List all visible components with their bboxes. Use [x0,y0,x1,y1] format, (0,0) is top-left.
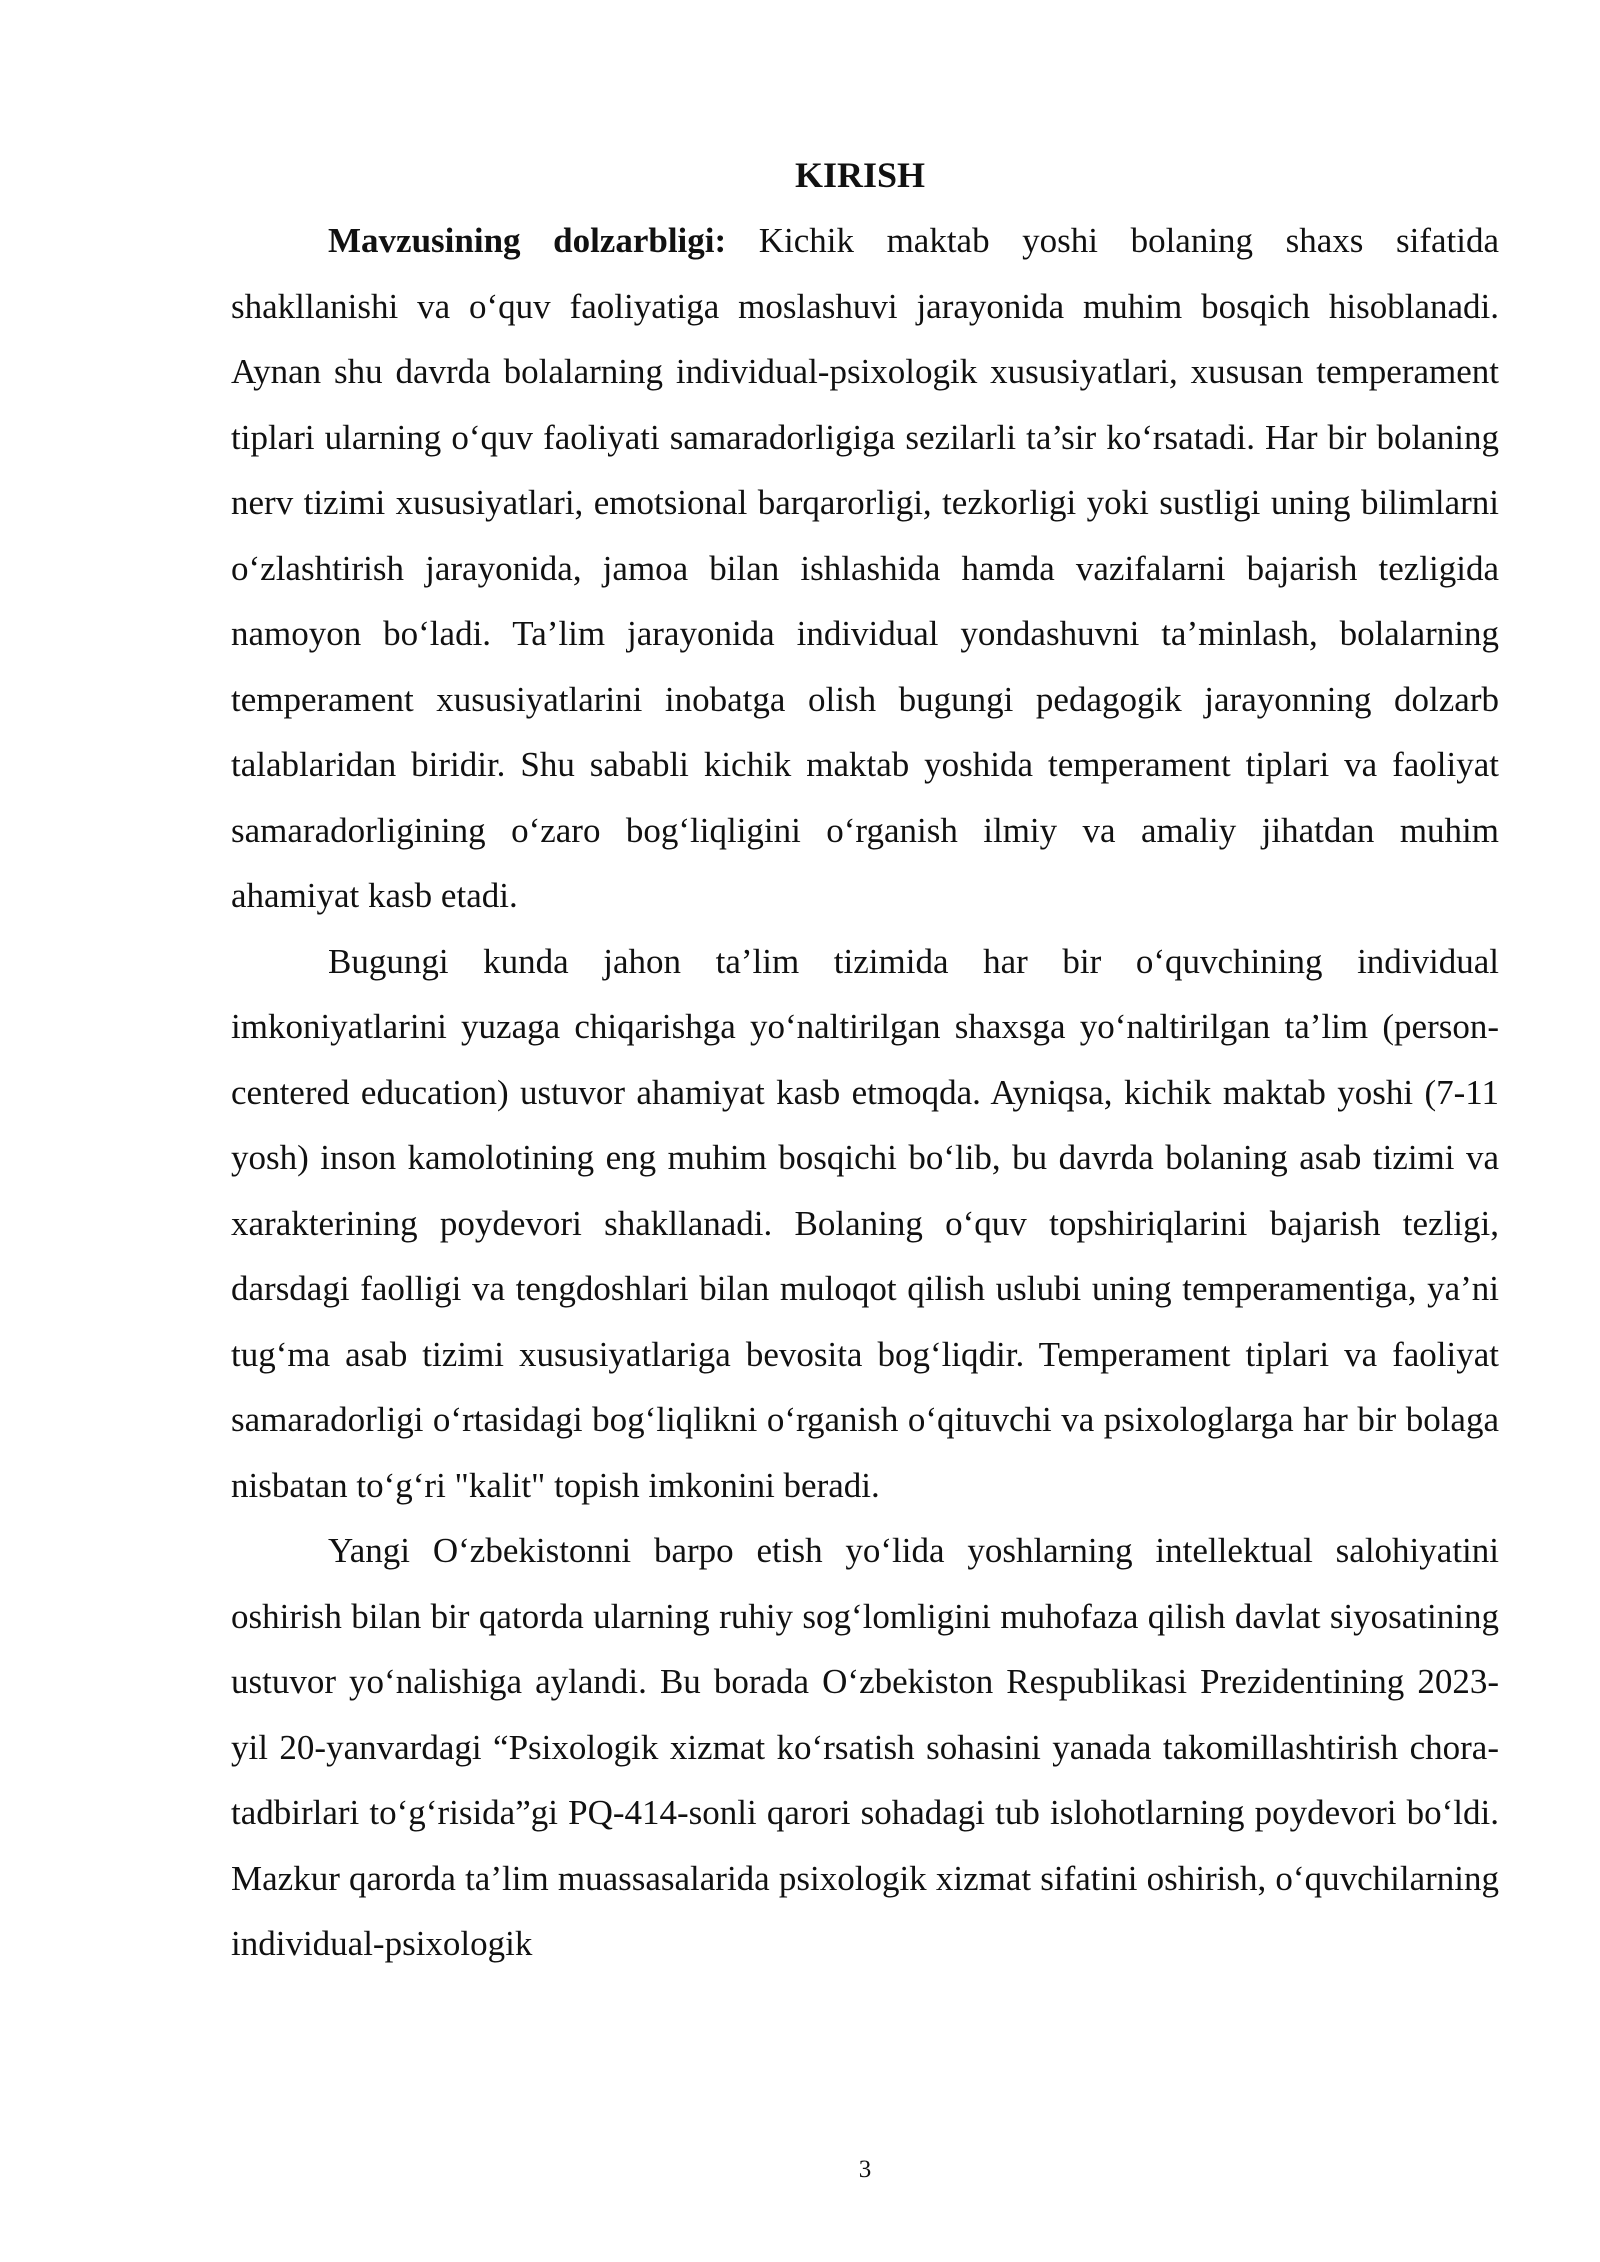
paragraph-world-education [231,929,1499,1519]
paragraph-text: Bugungi kunda jahon ta’lim tizimida har bir o‘quvchining individual imkoniyatlarini yuzaga chiqarishga yo‘naltirilgan shaxsga yo‘naltirilgan ta’lim (person-centered education) ustuvor ahamiyat kasb etmoqda. Ayniqsa, kichik maktab yoshi (7-11 yosh) inson kamolotining eng muhim bosqichi bo‘lib, bu davrda bolaning asab tizimi va xarakterining poydevori shakllanadi. Bolaning o‘quv topshiriqlarini bajarish tezligi, darsdagi faolligi va tengdoshlari bilan muloqot qilish uslubi uning temperamentiga, ya’ni tug‘ma asab tizimi xususiyatlariga bevosita bog‘liqdir. Temperament tiplari va faoliyat samaradorligi o‘rtasidagi bog‘liqlikni o‘rganish o‘qituvchi va psixologlarga har bir bolaga nisbatan to‘g‘ri "kalit" topish imkonini beradi. [231,941,1499,1505]
page-number: 3 [858,2156,872,2183]
paragraph-relevance [231,208,1499,929]
paragraph-text: Yangi O‘zbekistonni barpo etish yo‘lida yoshlarning intellektual salohiyatini oshirish bilan bir qatorda ularning ruhiy sog‘lomligini muhofaza qilish davlat siyosatining ustuvor yo‘nalishiga aylandi. Bu borada O‘zbekiston Respublikasi Prezidentining 2023-yil 20-yanvardagi “Psixologik xizmat ko‘rsatish sohasini yanada takomillashtirish chora-tadbirlari to‘g‘risida”gi PQ-414-sonli qarori sohadagi tub islohotlarning poydevori bo‘ldi. Mazkur qarorda ta’lim muassasalarida psixologik xizmat sifatini oshirish, o‘quvchilarning individual-psixologik [231,1531,1499,1963]
body-text [231,208,1499,1977]
section-heading: KIRISH [794,155,926,195]
paragraph-text: Kichik maktab yoshi bolaning shaxs sifatida shakllanishi va o‘quv faoliyatiga moslashuvi jarayonida muhim bosqich hisoblanadi. Aynan shu davrda bolalarning individual-psixologik xususiyatlari, xususan temperament tiplari ularning o‘quv faoliyati samaradorligiga sezilarli ta’sir ko‘rsatadi. Har bir bolaning nerv tizimi xususiyatlari, emotsional barqarorligi, tezkorligi yoki sustligi uning bilimlarni o‘zlashtirish jarayonida, jamoa bilan ishlashida hamda vazifalarni bajarish tezligida namoyon bo‘ladi. Ta’lim jarayonida individual yondashuvni ta’minlash, bolalarning temperament xususiyatlarini inobatga olish bugungi pedagogik jarayonning dolzarb talablaridan biridir. Shu sababli kichik maktab yoshida temperament tiplari va faoliyat samaradorligining o‘zaro bog‘liqligini o‘rganish ilmiy va amaliy jihatdan muhim ahamiyat kasb etadi. [231,221,1499,915]
paragraph-lead-label: Mavzusining dolzarbligi: [328,221,727,260]
paragraph-uzbekistan-policy [231,1518,1499,1977]
